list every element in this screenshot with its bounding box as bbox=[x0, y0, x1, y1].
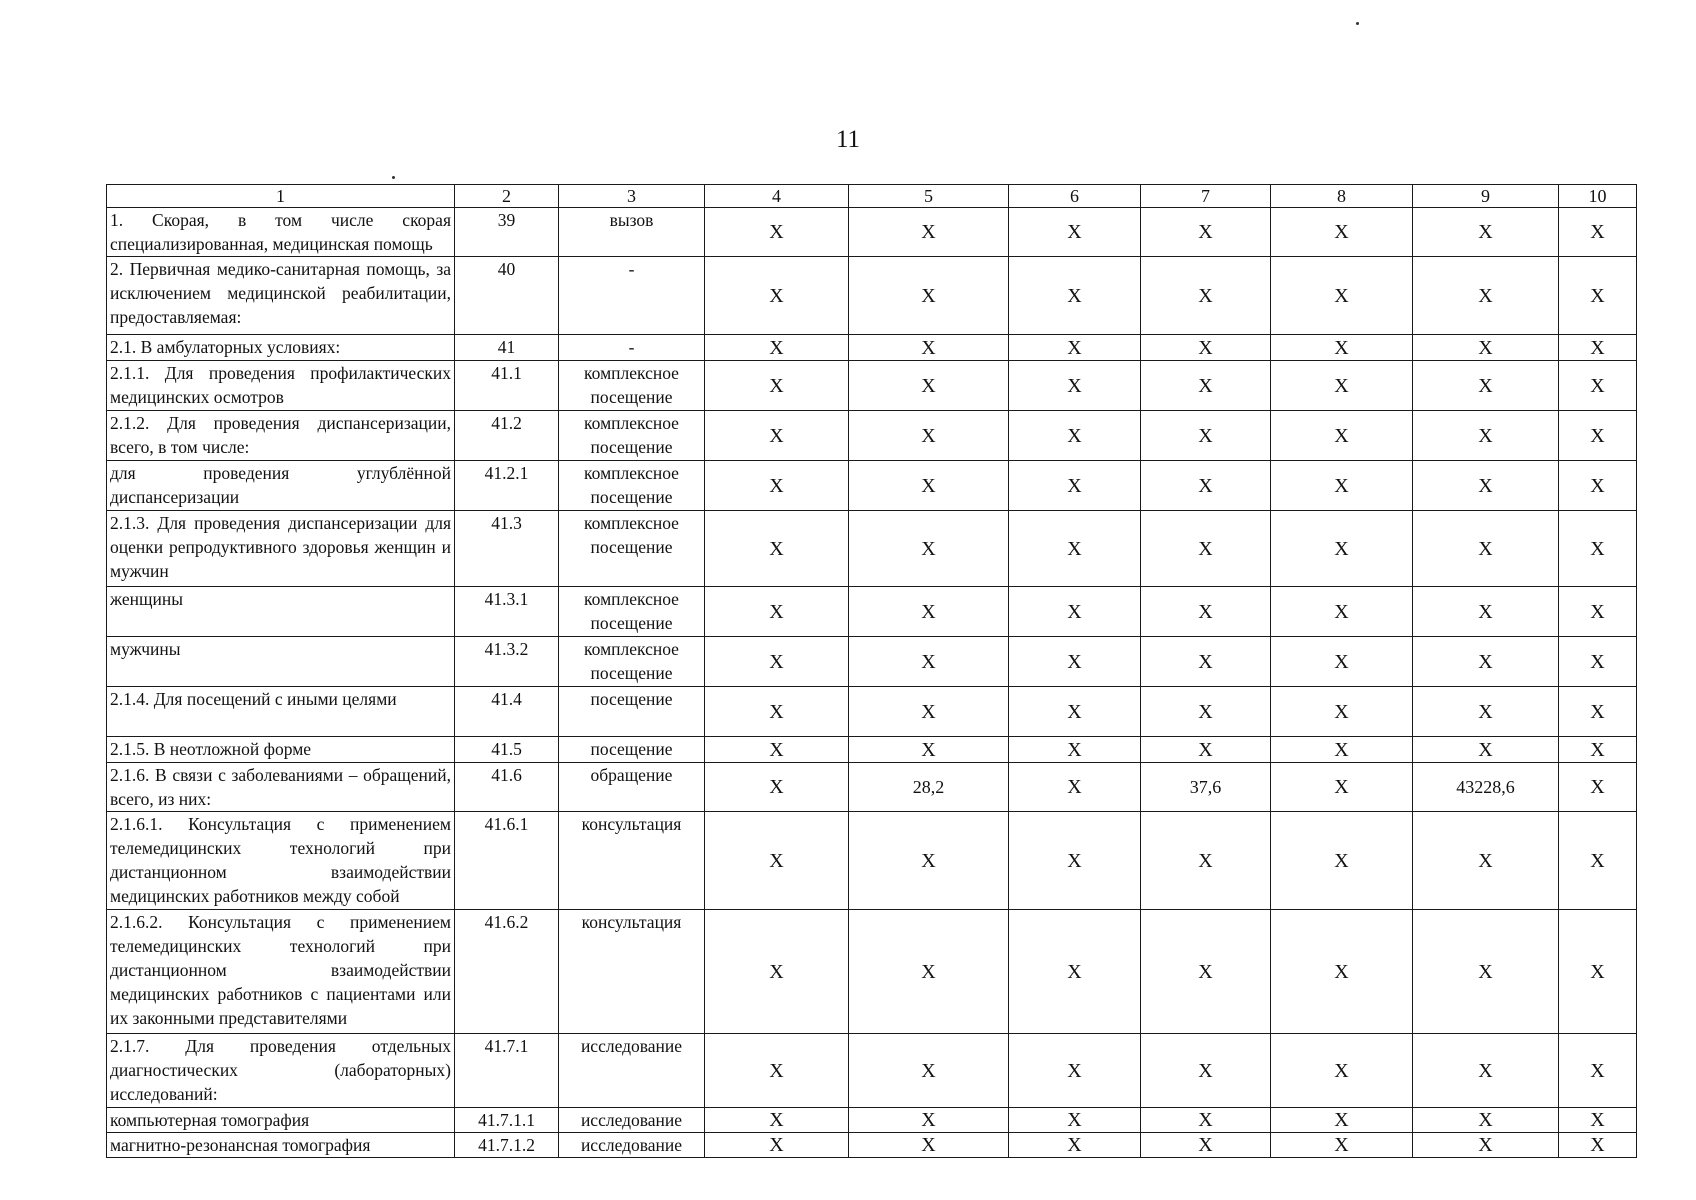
value-cell: Х bbox=[1141, 637, 1271, 687]
value-cell: Х bbox=[1009, 687, 1141, 737]
row-unit: исследование bbox=[559, 1133, 705, 1158]
value-cell: Х bbox=[849, 587, 1009, 637]
row-unit: комплексное посещение bbox=[559, 587, 705, 637]
row-unit: комплексное посещение bbox=[559, 411, 705, 461]
value-cell: Х bbox=[1009, 812, 1141, 910]
row-label: 2.1. В амбулаторных условиях: bbox=[107, 335, 455, 361]
value-cell: Х bbox=[1009, 461, 1141, 511]
value-cell: Х bbox=[1559, 257, 1637, 335]
row-unit: - bbox=[559, 257, 705, 335]
value-cell: Х bbox=[1009, 587, 1141, 637]
row-unit: посещение bbox=[559, 687, 705, 737]
row-code: 41.4 bbox=[455, 687, 559, 737]
table-row bbox=[107, 1133, 1637, 1158]
table-row bbox=[107, 812, 1637, 910]
value-cell: Х bbox=[1141, 411, 1271, 461]
row-code: 41.1 bbox=[455, 361, 559, 411]
row-code: 40 bbox=[455, 257, 559, 335]
table-row bbox=[107, 763, 1637, 812]
row-code: 41.3.2 bbox=[455, 637, 559, 687]
value-cell: Х bbox=[1413, 910, 1559, 1034]
value-cell: Х bbox=[849, 511, 1009, 587]
value-cell: Х bbox=[1009, 1034, 1141, 1108]
table-row bbox=[107, 361, 1637, 411]
value-cell: Х bbox=[1271, 637, 1413, 687]
value-cell: Х bbox=[849, 461, 1009, 511]
value-cell: Х bbox=[1559, 910, 1637, 1034]
row-code: 41.7.1.1 bbox=[455, 1108, 559, 1133]
scan-speck bbox=[1356, 22, 1359, 25]
page-number: 11 bbox=[835, 126, 861, 153]
value-cell: Х bbox=[1141, 257, 1271, 335]
value-cell: Х bbox=[1009, 257, 1141, 335]
row-code: 41.3.1 bbox=[455, 587, 559, 637]
table-row bbox=[107, 461, 1637, 511]
row-unit: обращение bbox=[559, 763, 705, 812]
value-cell: Х bbox=[705, 1133, 849, 1158]
row-label: 2.1.6.1. Консультация с применением телемедицинских технологий при дистанционном взаимодействии медицинских работников между собой bbox=[107, 812, 455, 910]
value-cell: Х bbox=[1413, 637, 1559, 687]
value-cell: Х bbox=[705, 587, 849, 637]
row-label: компьютерная томография bbox=[107, 1108, 455, 1133]
row-code: 39 bbox=[455, 208, 559, 257]
value-cell: Х bbox=[1009, 208, 1141, 257]
value-cell: Х bbox=[1141, 1133, 1271, 1158]
value-cell: Х bbox=[1009, 1108, 1141, 1133]
value-cell: Х bbox=[1559, 812, 1637, 910]
row-code: 41.2 bbox=[455, 411, 559, 461]
value-cell: Х bbox=[1413, 461, 1559, 511]
value-cell: Х bbox=[1271, 511, 1413, 587]
table-row bbox=[107, 257, 1637, 335]
row-label: 2.1.1. Для проведения профилактических медицинских осмотров bbox=[107, 361, 455, 411]
value-cell: Х bbox=[1559, 461, 1637, 511]
row-code: 41.7.1.2 bbox=[455, 1133, 559, 1158]
row-unit: консультация bbox=[559, 812, 705, 910]
row-label: 2.1.3. Для проведения диспансеризации для оценки репродуктивного здоровья женщин и мужчин bbox=[107, 511, 455, 587]
row-label: 2.1.6.2. Консультация с применением телемедицинских технологий при дистанционном взаимодействии медицинских работников с пациентами или их законными представителями bbox=[107, 910, 455, 1034]
value-cell: Х bbox=[705, 208, 849, 257]
row-label: 2.1.6. В связи с заболеваниями – обращений, всего, из них: bbox=[107, 763, 455, 812]
value-cell: Х bbox=[705, 461, 849, 511]
row-code: 41.6 bbox=[455, 763, 559, 812]
value-cell: Х bbox=[1559, 511, 1637, 587]
value-cell: Х bbox=[1559, 687, 1637, 737]
row-unit: посещение bbox=[559, 737, 705, 763]
row-code: 41.7.1 bbox=[455, 1034, 559, 1108]
row-label: для проведения углублённой диспансеризации bbox=[107, 461, 455, 511]
table-row bbox=[107, 511, 1637, 587]
value-cell: Х bbox=[1009, 910, 1141, 1034]
value-cell: Х bbox=[1559, 1133, 1637, 1158]
table-row bbox=[107, 587, 1637, 637]
value-cell: Х bbox=[849, 1034, 1009, 1108]
value-cell: Х bbox=[1413, 1108, 1559, 1133]
value-cell: Х bbox=[1271, 737, 1413, 763]
value-cell: Х bbox=[1559, 1108, 1637, 1133]
row-label: 2.1.4. Для посещений с иными целями bbox=[107, 687, 455, 737]
value-cell: Х bbox=[1141, 361, 1271, 411]
value-cell: Х bbox=[705, 763, 849, 812]
value-cell: Х bbox=[1559, 411, 1637, 461]
row-code: 41.3 bbox=[455, 511, 559, 587]
value-cell: Х bbox=[1271, 763, 1413, 812]
row-unit: комплексное посещение bbox=[559, 511, 705, 587]
value-cell: Х bbox=[1009, 637, 1141, 687]
column-number: 9 bbox=[1413, 185, 1559, 208]
value-cell: Х bbox=[1141, 335, 1271, 361]
table-row bbox=[107, 687, 1637, 737]
value-cell: Х bbox=[849, 1108, 1009, 1133]
value-cell: Х bbox=[705, 511, 849, 587]
value-cell: Х bbox=[849, 812, 1009, 910]
value-cell: Х bbox=[849, 257, 1009, 335]
column-number: 8 bbox=[1271, 185, 1413, 208]
table-row bbox=[107, 208, 1637, 257]
value-cell: Х bbox=[1271, 411, 1413, 461]
value-cell: 43228,6 bbox=[1413, 763, 1559, 812]
value-cell: Х bbox=[1559, 208, 1637, 257]
value-cell: Х bbox=[1141, 208, 1271, 257]
value-cell: Х bbox=[1271, 361, 1413, 411]
value-cell: Х bbox=[1009, 737, 1141, 763]
column-number: 5 bbox=[849, 185, 1009, 208]
row-unit: исследование bbox=[559, 1034, 705, 1108]
row-unit: исследование bbox=[559, 1108, 705, 1133]
row-unit: консультация bbox=[559, 910, 705, 1034]
table-body bbox=[107, 185, 1637, 1158]
value-cell: Х bbox=[849, 1133, 1009, 1158]
row-label: 2. Первичная медико-санитарная помощь, за исключением медицинской реабилитации, предоставляемая: bbox=[107, 257, 455, 335]
value-cell: Х bbox=[1413, 411, 1559, 461]
value-cell: Х bbox=[1559, 637, 1637, 687]
value-cell: Х bbox=[1559, 737, 1637, 763]
row-label: 2.1.2. Для проведения диспансеризации, всего, в том числе: bbox=[107, 411, 455, 461]
value-cell: Х bbox=[705, 687, 849, 737]
value-cell: Х bbox=[849, 737, 1009, 763]
value-cell: Х bbox=[1413, 1034, 1559, 1108]
row-label: 2.1.7. Для проведения отдельных диагностических (лабораторных) исследований: bbox=[107, 1034, 455, 1108]
row-unit: вызов bbox=[559, 208, 705, 257]
value-cell: Х bbox=[1559, 1034, 1637, 1108]
value-cell: Х bbox=[705, 910, 849, 1034]
value-cell: Х bbox=[1141, 1034, 1271, 1108]
column-number: 10 bbox=[1559, 185, 1637, 208]
value-cell: Х bbox=[1141, 812, 1271, 910]
value-cell: Х bbox=[1413, 1133, 1559, 1158]
column-number: 3 bbox=[559, 185, 705, 208]
value-cell: Х bbox=[1009, 763, 1141, 812]
value-cell: Х bbox=[1141, 461, 1271, 511]
value-cell: Х bbox=[705, 1034, 849, 1108]
row-label: мужчины bbox=[107, 637, 455, 687]
value-cell: Х bbox=[705, 1108, 849, 1133]
table-row bbox=[107, 1034, 1637, 1108]
value-cell: Х bbox=[1413, 587, 1559, 637]
table-row bbox=[107, 737, 1637, 763]
value-cell: Х bbox=[1559, 587, 1637, 637]
value-cell: 28,2 bbox=[849, 763, 1009, 812]
value-cell: Х bbox=[1559, 335, 1637, 361]
value-cell: Х bbox=[1413, 687, 1559, 737]
value-cell: Х bbox=[1141, 587, 1271, 637]
value-cell: Х bbox=[705, 411, 849, 461]
value-cell: Х bbox=[1413, 335, 1559, 361]
table-row bbox=[107, 910, 1637, 1034]
value-cell: Х bbox=[705, 361, 849, 411]
table-row bbox=[107, 335, 1637, 361]
row-unit: комплексное посещение bbox=[559, 637, 705, 687]
scan-speck bbox=[392, 176, 395, 179]
table-row bbox=[107, 1108, 1637, 1133]
value-cell: Х bbox=[1413, 361, 1559, 411]
value-cell: Х bbox=[1271, 910, 1413, 1034]
value-cell: Х bbox=[1559, 361, 1637, 411]
value-cell: Х bbox=[849, 687, 1009, 737]
value-cell: Х bbox=[849, 637, 1009, 687]
row-code: 41 bbox=[455, 335, 559, 361]
row-unit: комплексное посещение bbox=[559, 461, 705, 511]
column-number: 4 bbox=[705, 185, 849, 208]
row-unit: комплексное посещение bbox=[559, 361, 705, 411]
value-cell: 37,6 bbox=[1141, 763, 1271, 812]
row-label: магнитно-резонансная томография bbox=[107, 1133, 455, 1158]
value-cell: Х bbox=[1413, 208, 1559, 257]
column-number: 1 bbox=[107, 185, 455, 208]
value-cell: Х bbox=[1009, 411, 1141, 461]
row-code: 41.6.2 bbox=[455, 910, 559, 1034]
row-label: 2.1.5. В неотложной форме bbox=[107, 737, 455, 763]
value-cell: Х bbox=[1009, 335, 1141, 361]
value-cell: Х bbox=[1271, 461, 1413, 511]
value-cell: Х bbox=[1413, 737, 1559, 763]
column-number: 7 bbox=[1141, 185, 1271, 208]
value-cell: Х bbox=[849, 361, 1009, 411]
value-cell: Х bbox=[1009, 361, 1141, 411]
data-table bbox=[106, 184, 1637, 1158]
table-row bbox=[107, 637, 1637, 687]
row-label: 1. Скорая, в том числе скорая специализированная, медицинская помощь bbox=[107, 208, 455, 257]
value-cell: Х bbox=[1413, 812, 1559, 910]
value-cell: Х bbox=[1141, 511, 1271, 587]
value-cell: Х bbox=[1141, 1108, 1271, 1133]
value-cell: Х bbox=[705, 812, 849, 910]
value-cell: Х bbox=[705, 257, 849, 335]
value-cell: Х bbox=[1141, 687, 1271, 737]
value-cell: Х bbox=[705, 737, 849, 763]
value-cell: Х bbox=[1271, 208, 1413, 257]
value-cell: Х bbox=[849, 910, 1009, 1034]
value-cell: Х bbox=[1271, 1108, 1413, 1133]
value-cell: Х bbox=[849, 411, 1009, 461]
value-cell: Х bbox=[1559, 763, 1637, 812]
value-cell: Х bbox=[1413, 511, 1559, 587]
value-cell: Х bbox=[705, 637, 849, 687]
value-cell: Х bbox=[1271, 1133, 1413, 1158]
row-code: 41.5 bbox=[455, 737, 559, 763]
value-cell: Х bbox=[1141, 910, 1271, 1034]
value-cell: Х bbox=[1271, 687, 1413, 737]
value-cell: Х bbox=[1413, 257, 1559, 335]
value-cell: Х bbox=[705, 335, 849, 361]
column-number: 6 bbox=[1009, 185, 1141, 208]
value-cell: Х bbox=[1271, 587, 1413, 637]
row-code: 41.2.1 bbox=[455, 461, 559, 511]
row-code: 41.6.1 bbox=[455, 812, 559, 910]
value-cell: Х bbox=[849, 335, 1009, 361]
value-cell: Х bbox=[1271, 1034, 1413, 1108]
row-unit: - bbox=[559, 335, 705, 361]
row-label: женщины bbox=[107, 587, 455, 637]
value-cell: Х bbox=[1009, 511, 1141, 587]
value-cell: Х bbox=[1009, 1133, 1141, 1158]
value-cell: Х bbox=[1271, 812, 1413, 910]
column-number-row bbox=[107, 185, 1637, 208]
value-cell: Х bbox=[1271, 257, 1413, 335]
column-number: 2 bbox=[455, 185, 559, 208]
value-cell: Х bbox=[849, 208, 1009, 257]
value-cell: Х bbox=[1141, 737, 1271, 763]
value-cell: Х bbox=[1271, 335, 1413, 361]
table-row bbox=[107, 411, 1637, 461]
